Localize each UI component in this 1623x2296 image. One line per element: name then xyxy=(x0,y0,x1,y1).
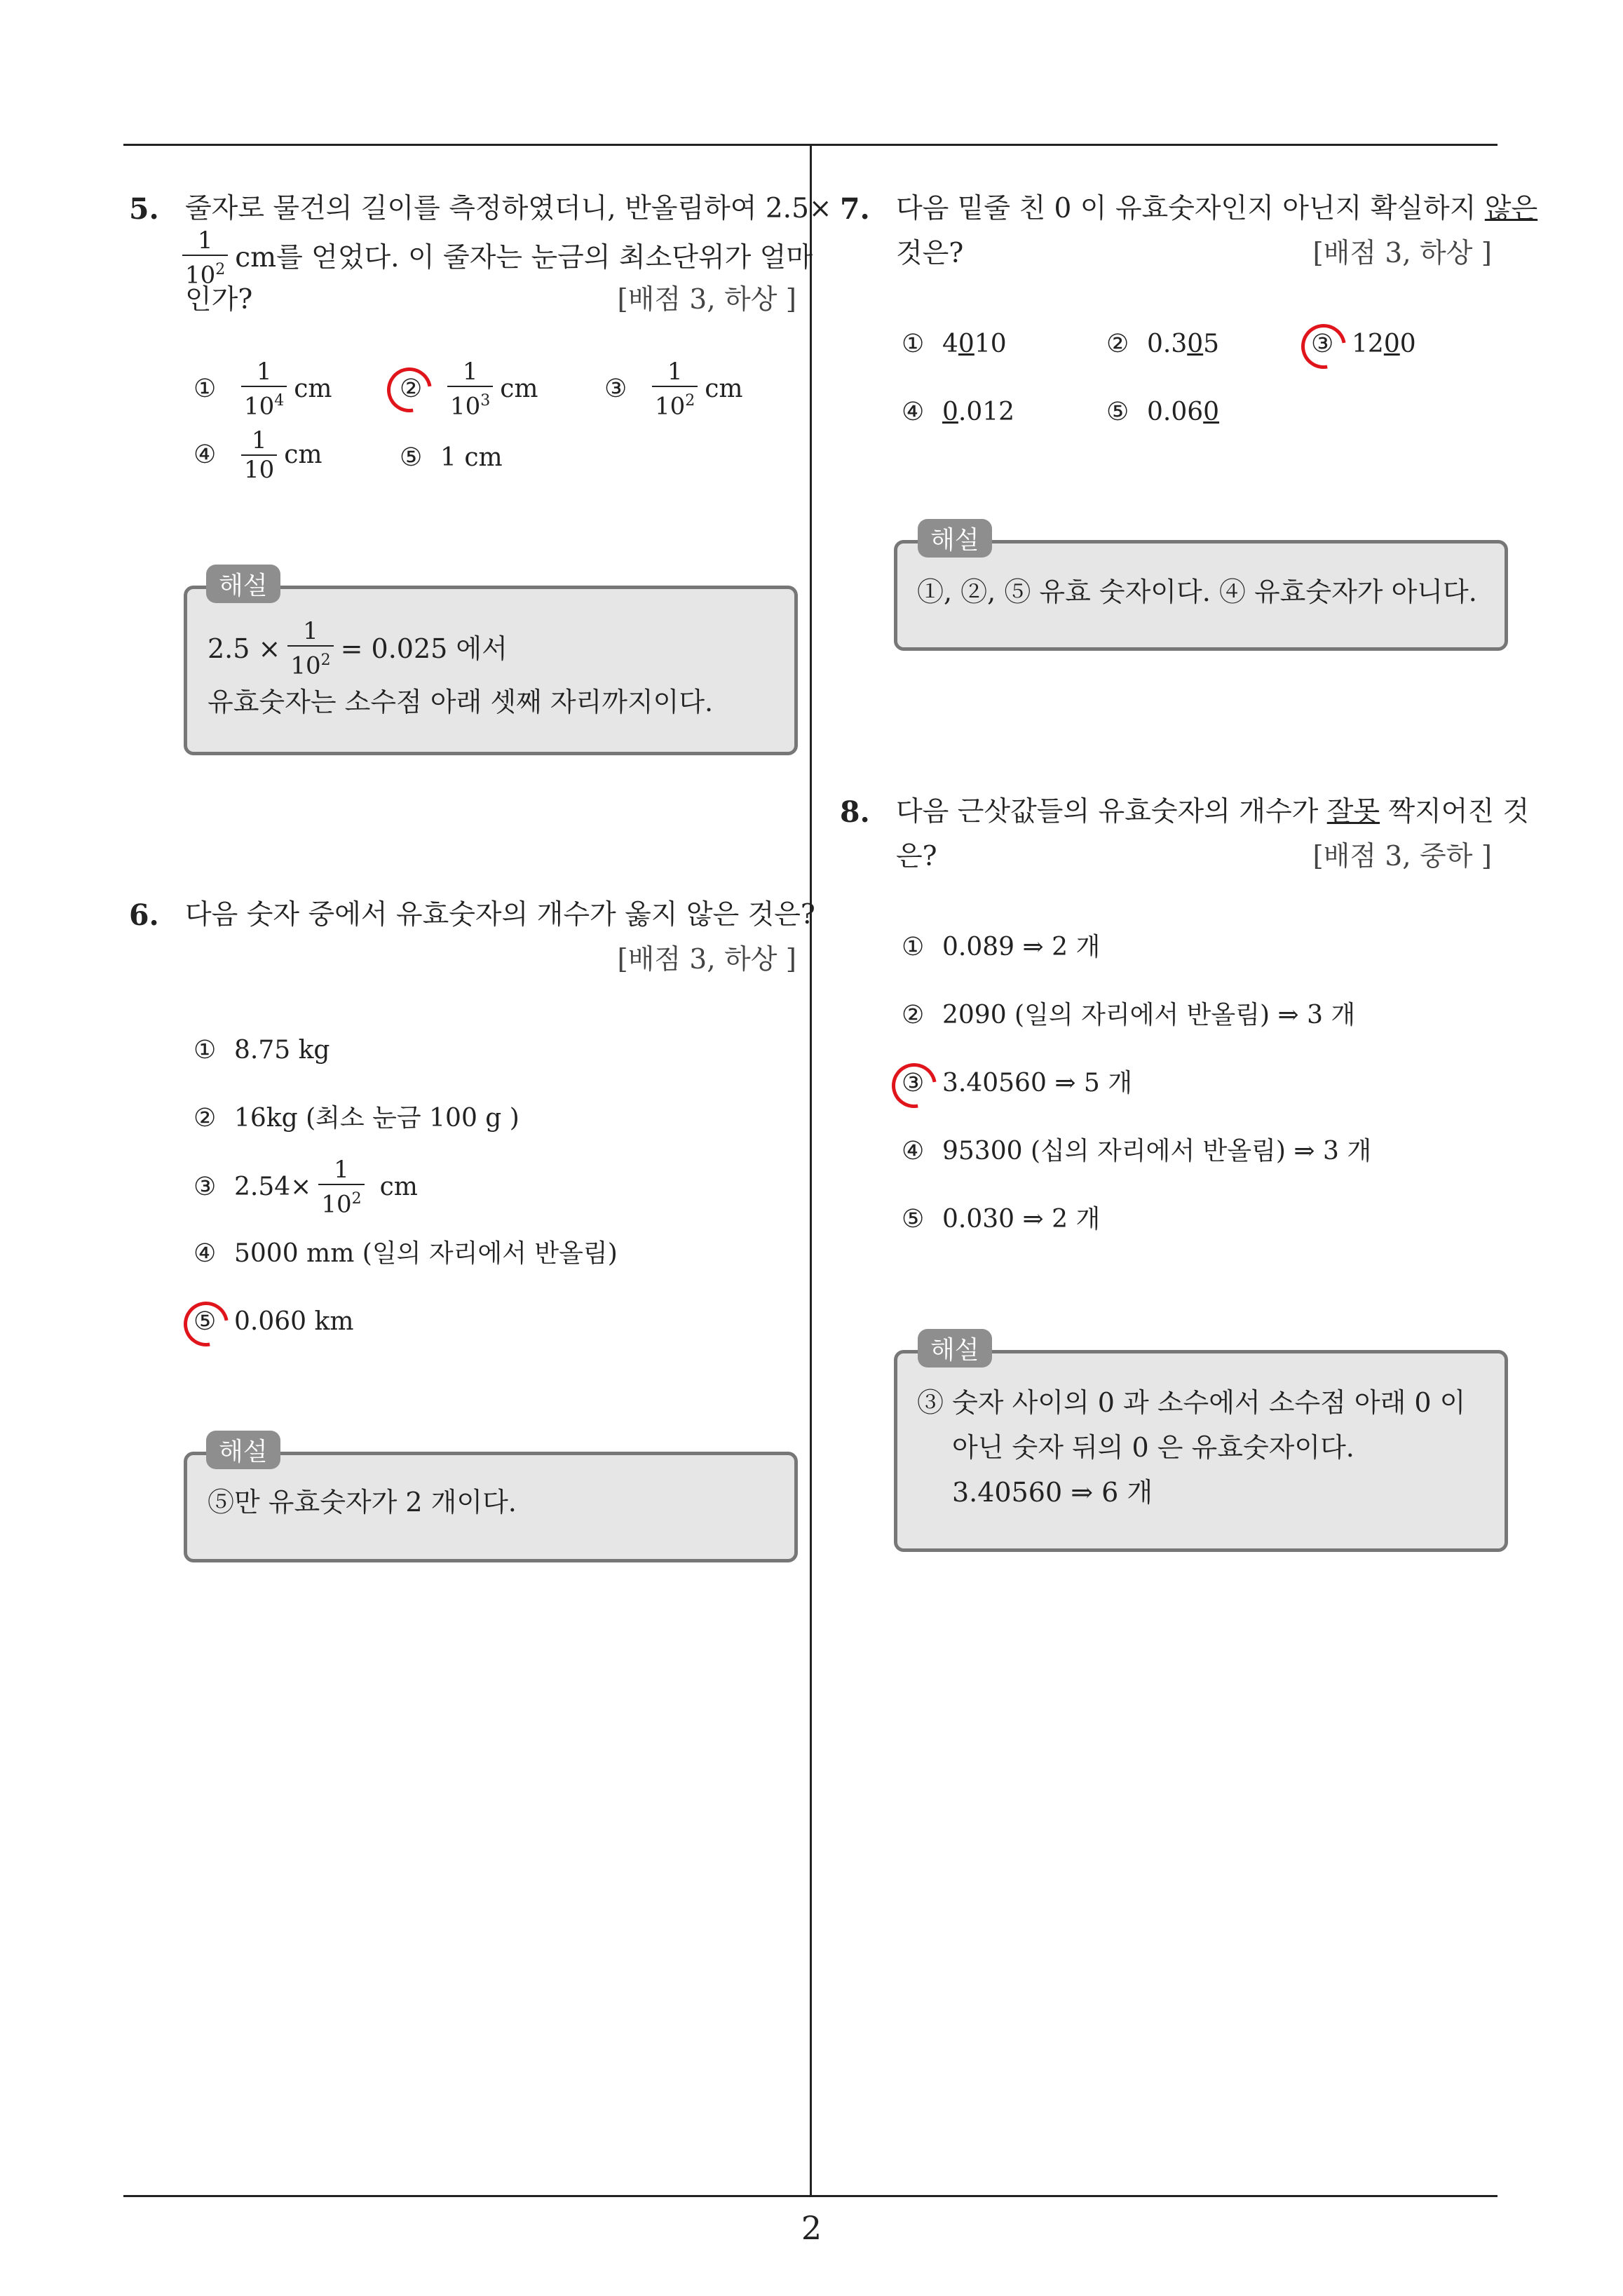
page-number: 2 xyxy=(801,2209,822,2247)
solution-text: 2.5 × $\frac{1}{10^2}$ = 0.025 에서 유효숫자는 소수점 아래 셋째 자리까지이다. xyxy=(208,617,714,718)
question-7 xyxy=(834,186,1538,277)
choice-4[interactable]: ④ $\frac{1}{10}$ cm xyxy=(193,426,322,484)
question-5 xyxy=(123,186,832,326)
question-text-line1: 다음 근삿값들의 유효숫자의 개수가 잘못 짝지어진 것 xyxy=(896,796,1530,828)
question-8 xyxy=(834,789,1530,880)
answer-circle xyxy=(883,1054,945,1116)
choice-3[interactable]: ③ 3.40560 ⇒ 5 개 xyxy=(902,1069,1133,1098)
solution-text: ⑤만 유효숫자가 2 개이다. xyxy=(208,1487,517,1518)
choice-5[interactable]: ⑤ 1 cm xyxy=(400,443,503,472)
question-number: 7. xyxy=(840,192,870,226)
answer-circle xyxy=(1292,315,1354,377)
question-text-line1: 줄자로 물건의 길이를 측정하였더니, 반올림하여 2.5× xyxy=(185,193,832,224)
choice-1[interactable]: ① 0.089 ⇒ 2 개 xyxy=(902,933,1101,961)
question-text-line1: 다음 숫자 중에서 유효숫자의 개수가 옳지 않은 것은? xyxy=(185,899,815,931)
choice-3[interactable]: ③ 1200 xyxy=(1311,330,1416,358)
choice-2[interactable]: ② $\frac{1}{10^3}$ cm xyxy=(400,358,538,421)
choice-4[interactable]: ④ 0.012 xyxy=(902,398,1015,426)
solution-tag: 해설 xyxy=(206,565,280,603)
question-text-line1: 다음 밑줄 친 0 이 유효숫자인지 아닌지 확실하지 않은 xyxy=(896,193,1538,224)
choice-3[interactable]: ③ 2.54× $\frac{1}{10^2}$ cm xyxy=(193,1156,418,1219)
choice-1[interactable]: ① $\frac{1}{10^4}$ cm xyxy=(193,358,332,421)
choice-5[interactable]: ⑤ 0.030 ⇒ 2 개 xyxy=(902,1205,1101,1234)
column-divider xyxy=(810,145,812,2196)
choice-1[interactable]: ① 8.75 kg xyxy=(193,1036,330,1065)
score-meta: [배점 3, 하상 ] xyxy=(617,944,796,975)
choice-2[interactable]: ② 16kg (최소 눈금 100 g ) xyxy=(193,1104,520,1133)
bottom-rule xyxy=(123,2195,1498,2197)
answer-circle xyxy=(175,1292,237,1355)
score-meta: [배점 3, 하상 ] xyxy=(617,284,796,316)
score-meta: [배점 3, 중하 ] xyxy=(1312,841,1492,872)
solution-text: ③ 숫자 사이의 0 과 소수에서 소수점 아래 0 이 아닌 숫자 뒤의 0 은 유효숫자이다. 3.40560 ⇒ 6 개 xyxy=(917,1387,1466,1508)
choice-4[interactable]: ④ 5000 mm (일의 자리에서 반올림) xyxy=(193,1239,618,1268)
question-number: 8. xyxy=(840,795,870,829)
solution-tag: 해설 xyxy=(918,519,992,558)
question-number: 6. xyxy=(129,898,159,932)
choice-1[interactable]: ① 4010 xyxy=(902,330,1007,358)
solution-tag: 해설 xyxy=(918,1329,992,1368)
question-text-line2: 것은? xyxy=(896,238,964,269)
solution-tag: 해설 xyxy=(206,1431,280,1469)
score-meta: [배점 3, 하상 ] xyxy=(1312,238,1492,269)
choice-5[interactable]: ⑤ 0.060 xyxy=(1106,398,1220,426)
choice-5[interactable]: ⑤ 0.060 km xyxy=(193,1307,354,1336)
choice-4[interactable]: ④ 95300 (십의 자리에서 반올림) ⇒ 3 개 xyxy=(902,1137,1372,1166)
choice-3[interactable]: ③ $\frac{1}{10^2}$ cm xyxy=(604,358,743,421)
question-text-line2: 은? xyxy=(896,841,937,872)
question-number: 5. xyxy=(129,192,159,226)
choice-2[interactable]: ② 2090 (일의 자리에서 반올림) ⇒ 3 개 xyxy=(902,1001,1356,1029)
question-6 xyxy=(123,892,815,983)
question-text-line3: 인가? xyxy=(185,284,253,316)
fraction: $\frac{1}{10^2}$ xyxy=(182,227,228,289)
question-text-line2: $\frac{1}{10^2}$ cm를 얻었다. 이 줄자는 눈금의 최소단위가 얼마 xyxy=(182,227,813,289)
choice-2[interactable]: ② 0.305 xyxy=(1106,330,1220,358)
solution-text: ①, ②, ⑤ 유효 숫자이다. ④ 유효숫자가 아니다. xyxy=(917,576,1477,607)
